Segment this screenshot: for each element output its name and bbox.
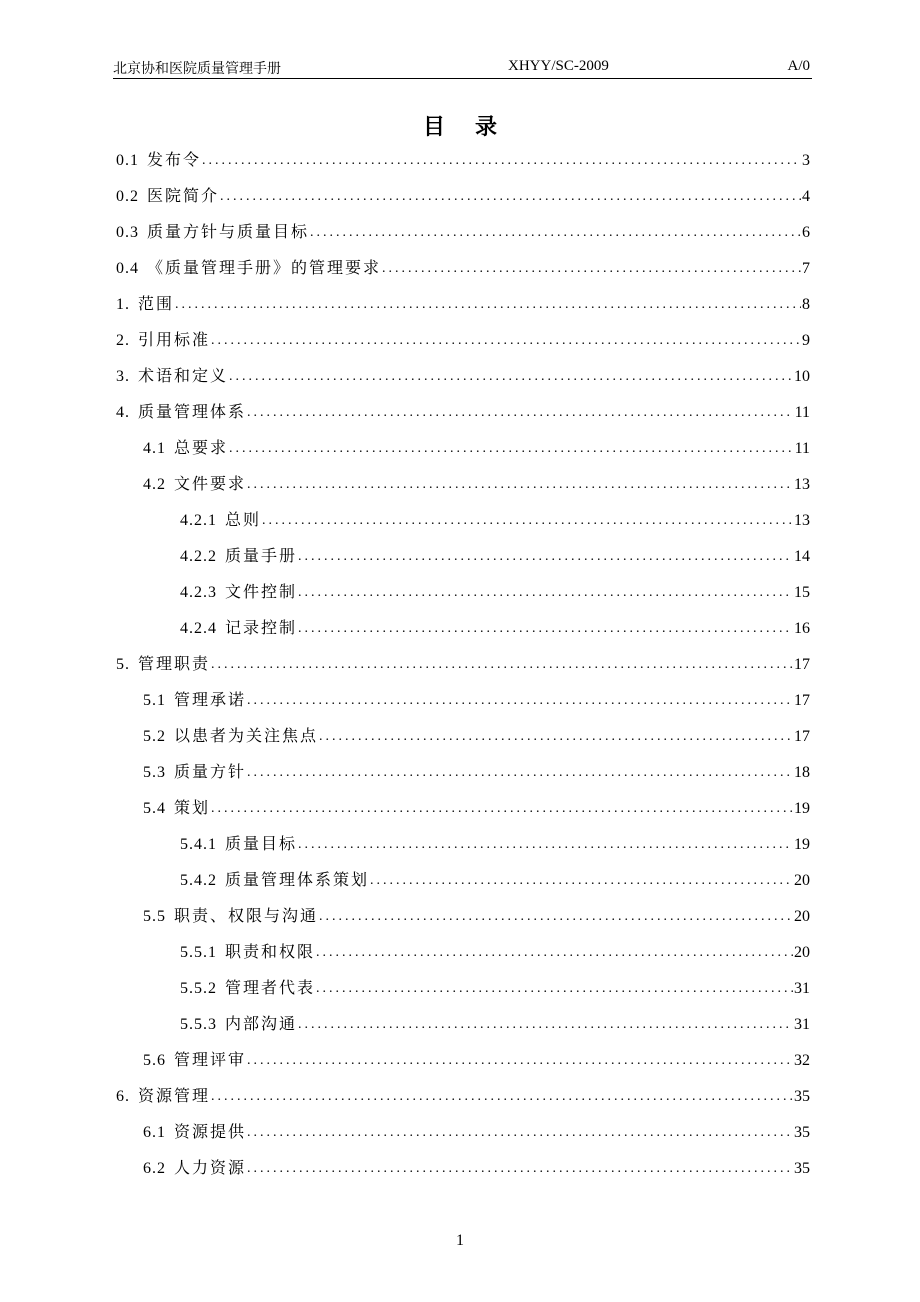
toc-entry-number: 0.2 (116, 188, 139, 205)
toc-entry-page: 18 (794, 764, 810, 781)
toc-entry-page: 20 (794, 944, 810, 961)
toc-entry-page: 8 (802, 296, 810, 313)
toc-leader-dots (370, 873, 793, 889)
toc-entry-text: 管理评审 (174, 1050, 247, 1069)
toc-leader-dots (298, 1017, 793, 1033)
toc-entry-page: 19 (794, 800, 810, 817)
toc-entry-number: 4.2.4 (180, 620, 217, 637)
toc-entry-page: 17 (794, 728, 810, 745)
toc-leader-dots (319, 729, 793, 745)
toc-leader-dots (175, 297, 801, 313)
toc-leader-dots (211, 657, 793, 673)
toc-entry-page: 4 (802, 188, 810, 205)
toc-entry[interactable] (180, 578, 810, 602)
toc-entry-number: 4.2.1 (180, 512, 217, 529)
toc-entry-text: 《质量管理手册》的管理要求 (147, 258, 382, 277)
toc-leader-dots (316, 945, 793, 961)
toc-leader-dots (247, 405, 794, 421)
toc-entry-number: 1. (116, 296, 130, 313)
toc-entry[interactable] (143, 794, 810, 818)
toc-entry-page: 3 (802, 152, 810, 169)
toc-entry[interactable] (143, 1046, 810, 1070)
toc-entry-number: 5.1 (143, 692, 166, 709)
toc-leader-dots (211, 1089, 793, 1105)
toc-entry-text: 职责和权限 (225, 942, 316, 961)
toc-entry-page: 35 (794, 1088, 810, 1105)
toc-entry[interactable] (116, 254, 810, 278)
toc-entry-text: 管理承诺 (174, 690, 247, 709)
toc-entry-page: 11 (794, 440, 810, 457)
toc-entry-number: 5.2 (143, 728, 166, 745)
toc-entry-page: 7 (802, 260, 810, 277)
toc-entry-number: 5.5.2 (180, 980, 217, 997)
toc-entry-text: 总要求 (174, 438, 229, 457)
toc-leader-dots (310, 225, 801, 241)
toc-entry-text: 管理者代表 (225, 978, 316, 997)
toc-entry-text: 质量管理体系 (138, 402, 247, 421)
toc-leader-dots (211, 333, 801, 349)
toc-entry-page: 14 (794, 548, 810, 565)
toc-entry[interactable] (116, 182, 810, 206)
toc-entry-text: 医院简介 (147, 186, 220, 205)
toc-entry-text: 质量目标 (225, 834, 298, 853)
toc-entry-page: 10 (794, 368, 810, 385)
toc-leader-dots (247, 1161, 793, 1177)
toc-entry[interactable] (116, 326, 810, 350)
toc-leader-dots (298, 621, 793, 637)
toc-entry[interactable] (143, 1118, 810, 1142)
toc-entry[interactable] (116, 1082, 810, 1106)
toc-entry-page: 13 (794, 476, 810, 493)
toc-leader-dots (229, 441, 794, 457)
toc-entry-number: 4.2.3 (180, 584, 217, 601)
toc-entry-page: 20 (794, 872, 810, 889)
toc-leader-dots (298, 585, 793, 601)
toc-entry-number: 5.6 (143, 1052, 166, 1069)
toc-leader-dots (316, 981, 793, 997)
toc-entry-text: 策划 (174, 798, 211, 817)
toc-entry-text: 术语和定义 (138, 366, 229, 385)
toc-entry-number: 2. (116, 332, 130, 349)
toc-entry-text: 人力资源 (174, 1158, 247, 1177)
toc-entry-page: 31 (794, 980, 810, 997)
toc-leader-dots (247, 1125, 793, 1141)
toc-entry-text: 职责、权限与沟通 (174, 906, 319, 925)
toc-entry-page: 16 (794, 620, 810, 637)
toc-entry-number: 6. (116, 1088, 130, 1105)
toc-entry[interactable] (143, 758, 810, 782)
toc-leader-dots (247, 765, 793, 781)
toc-entry-page: 19 (794, 836, 810, 853)
toc-entry-text: 范围 (138, 294, 175, 313)
toc-entry-number: 4.2.2 (180, 548, 217, 565)
toc-entry-page: 17 (794, 656, 810, 673)
toc-entry-number: 4.1 (143, 440, 166, 457)
toc-entry-page: 32 (794, 1052, 810, 1069)
toc-entry-number: 5.4 (143, 800, 166, 817)
toc-entry[interactable] (116, 290, 810, 314)
toc-leader-dots (298, 549, 793, 565)
toc-entry-page: 31 (794, 1016, 810, 1033)
toc-leader-dots (202, 153, 801, 169)
document-version: A/0 (787, 58, 810, 74)
toc-entry[interactable] (180, 542, 810, 566)
toc-entry[interactable] (116, 146, 810, 170)
toc-entry[interactable] (180, 830, 810, 854)
toc-entry[interactable] (116, 398, 810, 422)
toc-entry-page: 13 (794, 512, 810, 529)
document-title: 北京协和医院质量管理手册 (113, 61, 281, 77)
toc-entry[interactable] (180, 506, 810, 530)
toc-entry[interactable] (180, 938, 810, 962)
toc-entry-page: 6 (802, 224, 810, 241)
document-code: XHYY/SC-2009 (508, 58, 609, 74)
toc-entry-page: 9 (802, 332, 810, 349)
toc-entry[interactable] (116, 218, 810, 242)
toc-entry[interactable] (143, 902, 810, 926)
toc-entry-text: 管理职责 (138, 654, 211, 673)
toc-entry-number: 5. (116, 656, 130, 673)
toc-entry[interactable] (180, 1010, 810, 1034)
toc-entry-text: 资源提供 (174, 1122, 247, 1141)
toc-entry-text: 资源管理 (138, 1086, 211, 1105)
toc-leader-dots (229, 369, 793, 385)
toc-entry-number: 6.2 (143, 1160, 166, 1177)
toc-entry[interactable] (143, 1154, 810, 1178)
toc-leader-dots (247, 693, 793, 709)
toc-title: 目录 (422, 114, 527, 140)
toc-entry-number: 5.4.2 (180, 872, 217, 889)
toc-entry-text: 引用标准 (138, 330, 211, 349)
toc-entry[interactable] (116, 362, 810, 386)
page-number: 1 (456, 1232, 464, 1249)
toc-entry-number: 3. (116, 368, 130, 385)
toc-entry-number: 4.2 (143, 476, 166, 493)
toc-entry-text: 总则 (225, 510, 262, 529)
toc-entry-text: 以患者为关注焦点 (174, 726, 319, 745)
toc-entry[interactable] (143, 434, 810, 458)
toc-leader-dots (298, 837, 793, 853)
toc-entry-number: 5.5.1 (180, 944, 217, 961)
toc-leader-dots (247, 477, 793, 493)
toc-entry[interactable] (116, 650, 810, 674)
toc-entry[interactable] (143, 470, 810, 494)
toc-entry[interactable] (180, 866, 810, 890)
toc-entry-number: 4. (116, 404, 130, 421)
toc-leader-dots (262, 513, 793, 529)
toc-entry[interactable] (143, 722, 810, 746)
toc-leader-dots (247, 1053, 793, 1069)
page-header (113, 56, 812, 79)
toc-entry-page: 17 (794, 692, 810, 709)
toc-entry-number: 5.5.3 (180, 1016, 217, 1033)
toc-entry-text: 发布令 (147, 150, 202, 169)
toc-entry-text: 质量方针与质量目标 (147, 222, 310, 241)
toc-entry[interactable] (180, 614, 810, 638)
toc-entry-number: 0.3 (116, 224, 139, 241)
toc-entry-number: 5.5 (143, 908, 166, 925)
toc-leader-dots (211, 801, 793, 817)
toc-entry-text: 质量方针 (174, 762, 247, 781)
toc-entry-page: 11 (794, 404, 810, 421)
toc-leader-dots (382, 261, 801, 277)
toc-entry[interactable] (143, 686, 810, 710)
toc-entry-text: 质量手册 (225, 546, 298, 565)
toc-entry-number: 6.1 (143, 1124, 166, 1141)
toc-entry-page: 35 (794, 1160, 810, 1177)
toc-entry-text: 文件控制 (225, 582, 298, 601)
toc-entry-page: 20 (794, 908, 810, 925)
toc-entry-number: 5.3 (143, 764, 166, 781)
toc-entry-page: 15 (794, 584, 810, 601)
toc-leader-dots (220, 189, 801, 205)
toc-entry-text: 质量管理体系策划 (225, 870, 370, 889)
toc-entry-number: 0.1 (116, 152, 139, 169)
toc-entry-number: 0.4 (116, 260, 139, 277)
toc-entry[interactable] (180, 974, 810, 998)
toc-entry-number: 5.4.1 (180, 836, 217, 853)
toc-entry-page: 35 (794, 1124, 810, 1141)
toc-entry-text: 文件要求 (174, 474, 247, 493)
toc-entry-text: 内部沟通 (225, 1014, 298, 1033)
toc-leader-dots (319, 909, 793, 925)
toc-entry-text: 记录控制 (225, 618, 298, 637)
